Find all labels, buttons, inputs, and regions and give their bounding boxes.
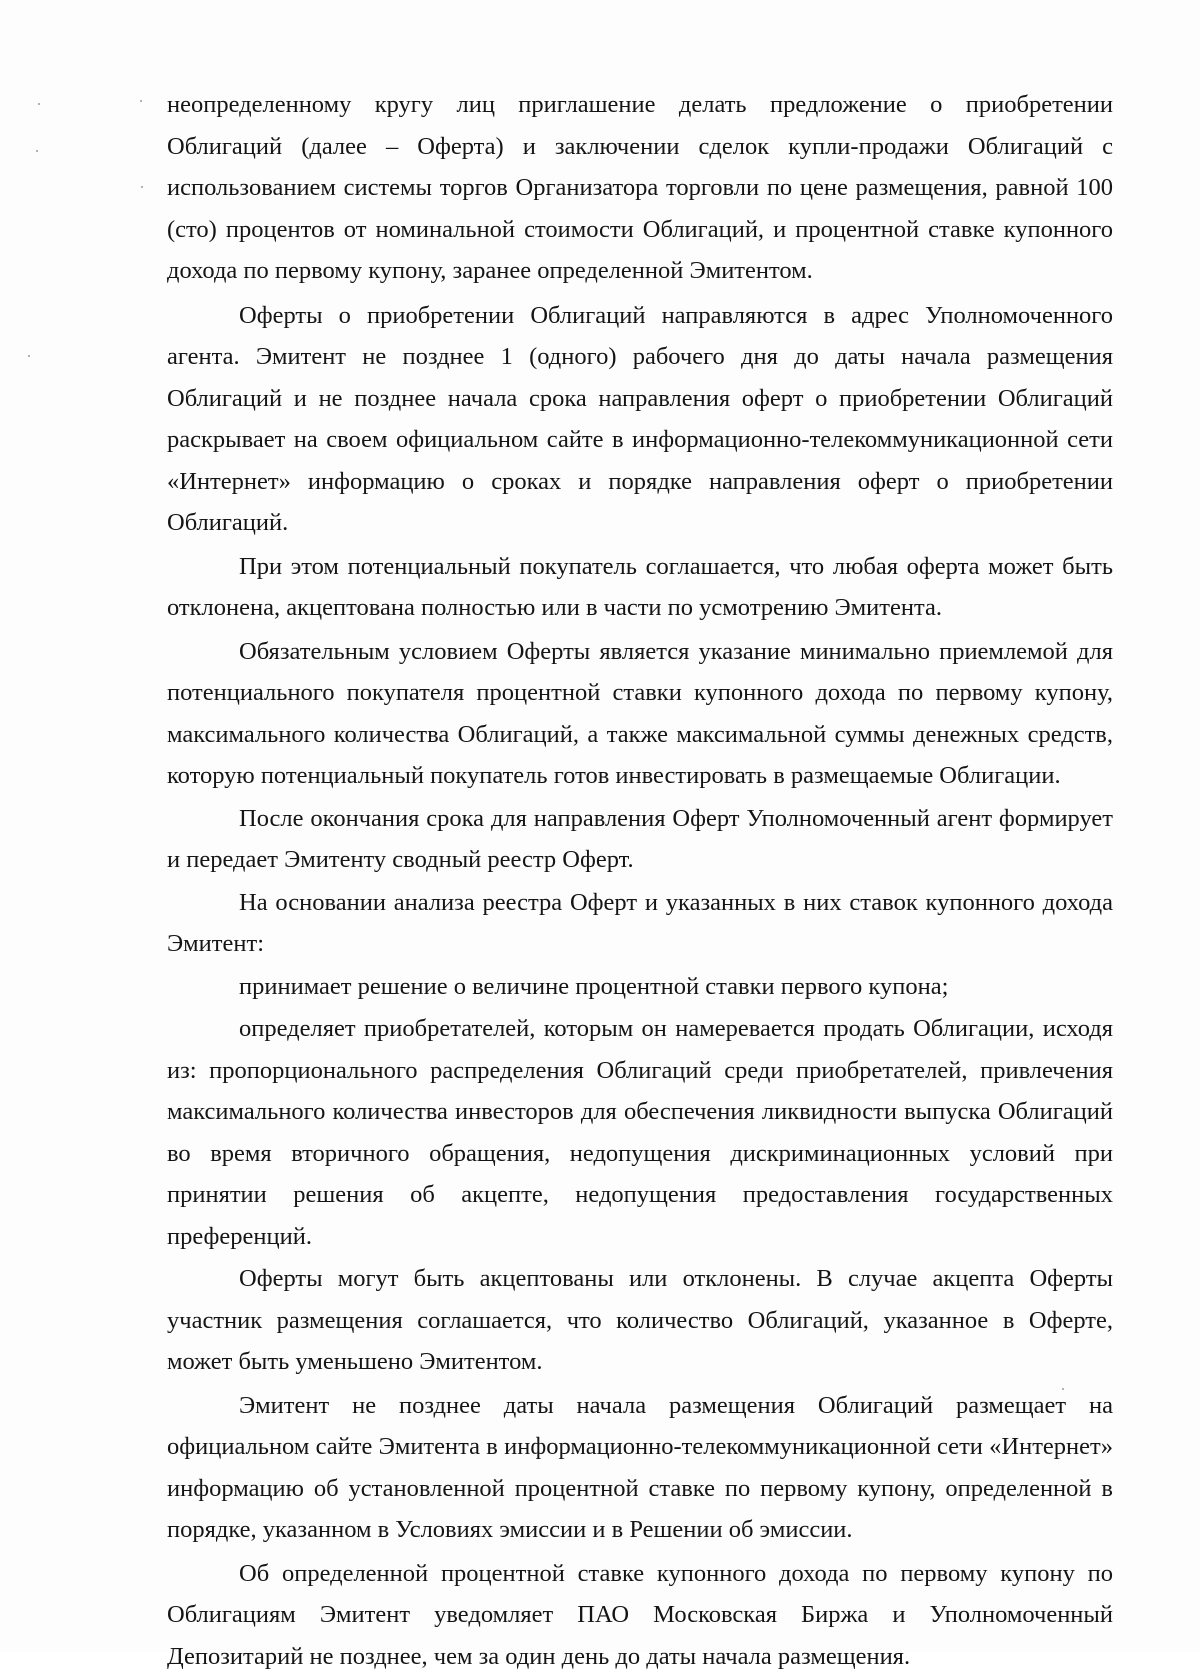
document-body [167,84,1113,1677]
paragraph: принимает решение о величине процентной ставки первого купона; [167,966,1113,1008]
paragraph: неопределенному кругу лиц приглашение делать предложение о приобретении Облигаций (далее – Оферта) и заключении сделок купли-продажи Облигаций с использованием системы торгов Организатора торговли по цене размещения, равной 100 (сто) процентов от номинальной стоимости Облигаций, и процентной ставке купонного дохода по первому купону, заранее определенной Эмитентом. [167,84,1113,292]
scan-artifact [38,103,40,105]
scan-artifact [36,150,38,152]
scan-artifact [141,186,143,188]
paragraph: Оферты о приобретении Облигаций направляются в адрес Уполномоченного агента. Эмитент не позднее 1 (одного) рабочего дня до даты начала размещения Облигаций и не позднее начала срока направления оферт о приобретении Облигаций раскрывает на своем официальном сайте в информационно-телекоммуникационной сети «Интернет» информацию о сроках и порядке направления оферт о приобретении Облигаций. [167,295,1113,544]
scan-artifact [140,100,142,102]
paragraph: Оферты могут быть акцептованы или отклонены. В случае акцепта Оферты участник размещения соглашается, что количество Облигаций, указанное в Оферте, может быть уменьшено Эмитентом. [167,1258,1113,1383]
paragraph: При этом потенциальный покупатель соглашается, что любая оферта может быть отклонена, акцептована полностью или в части по усмотрению Эмитента. [167,546,1113,629]
paragraph: определяет приобретателей, которым он намеревается продать Облигации, исходя из: пропорционального распределения Облигаций среди приобретателей, привлечения максимального количества инвесторов для обеспечения ликвидности выпуска Облигаций во время вторичного обращения, недопущения дискриминационных условий при принятии решения об акцепте, недопущения предоставления государственных преференций. [167,1008,1113,1257]
scan-artifact [28,355,30,357]
paragraph: Обязательным условием Оферты является указание минимально приемлемой для потенциального покупателя процентной ставки купонного дохода по первому купону, максимального количества Облигаций, а также максимальной суммы денежных средств, которую потенциальный покупатель готов инвестировать в размещаемые Облигации. [167,631,1113,797]
paragraph: После окончания срока для направления Оферт Уполномоченный агент формирует и передает Эмитенту сводный реестр Оферт. [167,798,1113,881]
paragraph: На основании анализа реестра Оферт и указанных в них ставок купонного дохода Эмитент: [167,882,1113,965]
paragraph: Об определенной процентной ставке купонного дохода по первому купону по Облигациям Эмитент уведомляет ПАО Московская Биржа и Уполномоченный Депозитарий не позднее, чем за один день до даты начала размещения. [167,1553,1113,1677]
paragraph: Эмитент не позднее даты начала размещения Облигаций размещает на официальном сайте Эмитента в информационно-телекоммуникационной сети «Интернет» информацию об установленной процентной ставке по первому купону, определенной в порядке, указанном в Условиях эмиссии и в Решении об эмиссии. [167,1385,1113,1551]
